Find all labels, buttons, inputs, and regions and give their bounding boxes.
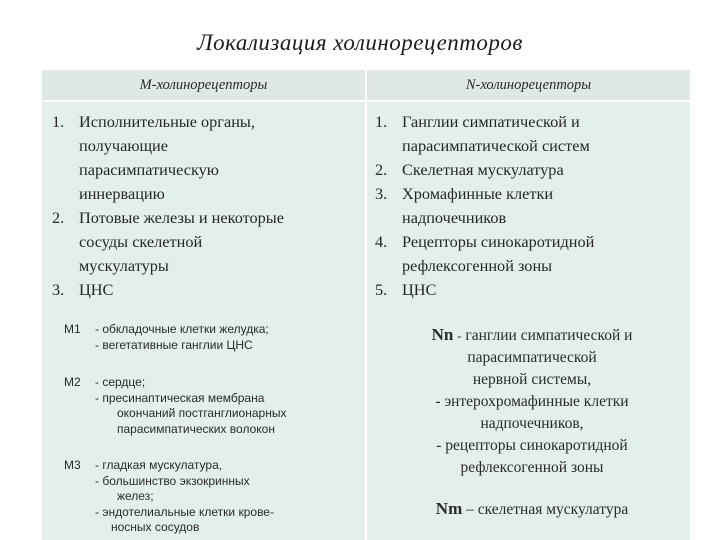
item-number: 5.	[375, 280, 388, 299]
nm-subtype	[382, 498, 682, 521]
item-number: 1.	[375, 112, 388, 131]
item-line: Рецепторы синокаротидной	[402, 232, 595, 251]
item-line: надпочечников	[402, 208, 507, 227]
subtype-line: надпочечников,	[480, 415, 584, 432]
subtype-line: - сердце;	[95, 375, 146, 389]
item-line: сосуды скелетной	[79, 232, 203, 251]
item-number: 4.	[375, 232, 388, 251]
subtype-line: - энтерохромафинные клетки	[435, 393, 629, 410]
header-m-receptors: М-холинорецепторы	[42, 70, 365, 100]
subtype-line: рефлексогенной зоны	[460, 459, 604, 476]
item-line: Хромафинные клетки	[402, 184, 554, 203]
subtype-line: - большинство экзокринных	[95, 473, 250, 488]
header-n-receptors: N-холинорецепторы	[367, 70, 690, 100]
subtype-line: - рецепторы синокаротидной	[436, 437, 628, 454]
list-item	[375, 110, 687, 158]
nm-text: – скелетная мускулатура	[466, 501, 629, 518]
subtype-code: М1	[64, 322, 81, 336]
subtype-line	[382, 324, 682, 347]
item-number: 1.	[52, 112, 65, 131]
item-line: иннервацию	[79, 184, 165, 203]
item-line: ЦНС	[79, 280, 114, 299]
nm-label: Nm	[435, 499, 463, 518]
item-line: Ганглии симпатической и	[402, 112, 580, 131]
m2-subtype	[64, 375, 334, 437]
item-number: 3.	[52, 280, 65, 299]
list-item	[52, 278, 362, 302]
subtype-line: - вегетативные ганглии ЦНС	[95, 337, 253, 352]
item-line: Исполнительные органы,	[79, 112, 255, 131]
item-number: 3.	[375, 184, 388, 203]
n-locations-list	[375, 110, 687, 302]
subtype-line: нервной системы,	[472, 371, 592, 388]
receptor-table	[42, 70, 690, 540]
subtype-line: носных сосудов	[111, 520, 200, 534]
m-locations-list	[52, 110, 362, 302]
nn-line-first: ганглии симпатической и	[465, 327, 633, 344]
list-item	[375, 230, 687, 278]
item-line: получающие	[79, 136, 168, 155]
list-item	[375, 182, 687, 230]
item-line: мускулатуры	[79, 256, 169, 275]
item-line: Потовые железы и некоторые	[79, 208, 284, 227]
item-line: парасимпатическую	[79, 160, 219, 179]
item-number: 2.	[52, 208, 65, 227]
subtype-line: парасимпатической	[467, 349, 597, 366]
subtype-line: - пресинаптическая мембрана	[95, 390, 265, 405]
m3-subtype	[64, 458, 334, 536]
nn-label: Nn	[431, 325, 454, 344]
item-line: Скелетная мускулатура	[402, 160, 564, 179]
column-divider	[365, 70, 367, 540]
subtype-line: желез;	[117, 489, 154, 503]
subtype-line: - эндотелиальные клетки крове-	[95, 504, 274, 519]
subtype-code: М3	[64, 458, 81, 472]
nn-dash: -	[457, 328, 462, 343]
item-number: 2.	[375, 160, 388, 179]
subtype-line: - обкладочные клетки желудка;	[95, 322, 269, 336]
list-item	[375, 158, 687, 182]
item-line: ЦНС	[402, 280, 437, 299]
nn-subtype	[382, 324, 682, 479]
item-line: парасимпатической систем	[402, 136, 590, 155]
m1-subtype	[64, 322, 334, 353]
list-item	[375, 278, 687, 302]
list-item	[52, 206, 362, 278]
page-title: Локализация холинорецепторов	[197, 30, 523, 55]
subtype-code: М2	[64, 375, 81, 389]
list-item	[52, 110, 362, 206]
subtype-line: окончаний постганглионарных	[117, 406, 287, 420]
item-line: рефлексогенной зоны	[402, 256, 553, 275]
subtype-line: - гладкая мускулатура,	[95, 458, 223, 472]
subtype-line: парасимпатических волокон	[117, 421, 275, 436]
